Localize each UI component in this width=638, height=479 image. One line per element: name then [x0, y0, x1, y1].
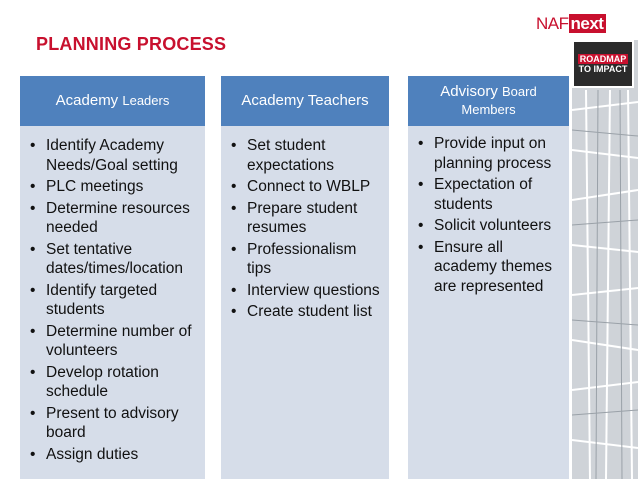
logo-prefix: NAF [536, 14, 569, 33]
header-main-text: Academy [55, 92, 123, 109]
logo-suffix: next [569, 14, 607, 33]
list-item: • Provide input on planning process [418, 134, 565, 173]
roadmap-badge [572, 40, 634, 88]
list-item: • Set student expectations [231, 136, 383, 175]
list-item: • Identify Academy Needs/Goal setting [30, 136, 199, 175]
list-item: • Identify targeted students [30, 281, 199, 320]
list-item: • Present to advisory board [30, 404, 199, 443]
list-item: • Create student list [231, 302, 383, 322]
list-item: • PLC meetings [30, 177, 199, 197]
list-item: • Ensure all academy themes are represented [418, 238, 565, 297]
list-item: • Assign duties [30, 445, 199, 465]
list-item: • Professionalism tips [231, 240, 383, 279]
column-list [418, 134, 565, 296]
column-list [30, 136, 199, 464]
column-list [231, 136, 383, 322]
list-item: • Set tentative dates/times/location [30, 240, 199, 279]
map-decoration [572, 40, 638, 479]
badge-line-2: TO IMPACT [578, 64, 628, 74]
column-header-advisory-board [408, 76, 569, 126]
badge-line-1: ROADMAP [579, 54, 627, 64]
column-header-academy-teachers [221, 76, 389, 126]
list-item: • Determine number of volunteers [30, 322, 199, 361]
column-body-academy-leaders [20, 126, 205, 479]
list-item: • Prepare student resumes [231, 199, 383, 238]
column-body-academy-teachers [221, 126, 389, 479]
list-item: • Solicit volunteers [418, 216, 565, 236]
list-item: • Interview questions [231, 281, 383, 301]
header-main-text: Advisory [440, 83, 502, 100]
header-main-text: Academy Teachers [241, 92, 369, 109]
list-item: • Connect to WBLP [231, 177, 383, 197]
header-small-text: Leaders [122, 93, 170, 108]
header-small-text: Board Members [461, 84, 537, 117]
page-title: PLANNING PROCESS [36, 34, 227, 54]
naf-next-logo [536, 14, 606, 34]
list-item: • Develop rotation schedule [30, 363, 199, 402]
list-item: • Determine resources needed [30, 199, 199, 238]
list-item: • Expectation of students [418, 175, 565, 214]
column-header-academy-leaders [20, 76, 205, 126]
column-body-advisory-board [408, 126, 569, 479]
